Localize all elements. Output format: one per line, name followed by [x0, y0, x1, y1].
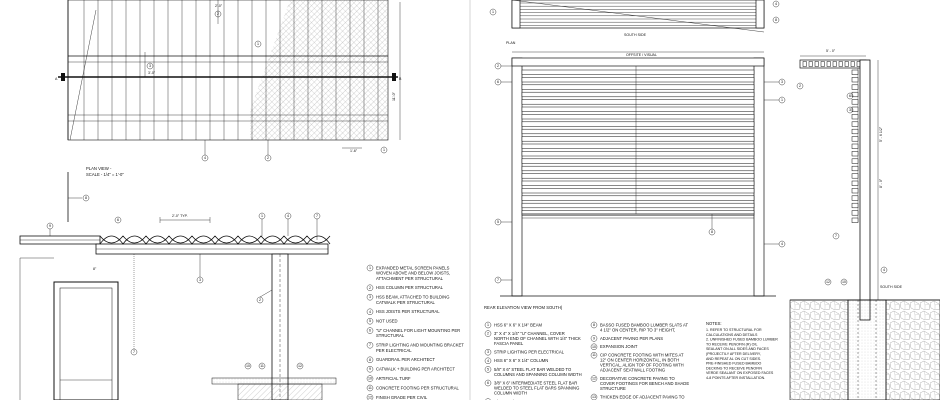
callout-rear-7: [779, 97, 785, 103]
svg-text:7: 7: [133, 350, 135, 354]
legend-text: THICKEN EDGE OF ADJACENT PAVING TO: [600, 394, 685, 400]
cip-footing: [848, 300, 886, 400]
svg-text:7: 7: [497, 278, 499, 282]
svg-text:1'-6": 1'-6": [350, 149, 358, 153]
legend-item: [591, 322, 688, 332]
right-legend-a: [485, 322, 582, 400]
svg-text:5' - 6 1/2": 5' - 6 1/2": [879, 126, 883, 142]
callout-rear-1: [495, 63, 501, 69]
legend-text: CATWALK + BUILDING PER ARCHITECT: [376, 366, 455, 372]
legend-item: [591, 394, 685, 400]
legend-number: 8: [369, 357, 371, 362]
legend-number: 2: [369, 285, 371, 290]
callout-rear-4: [495, 277, 501, 283]
notes-block: [706, 321, 778, 380]
artificial-turf: [212, 378, 336, 384]
legend-number: 2: [487, 331, 489, 336]
callout-sec-f: [257, 297, 263, 303]
top-beam: [512, 58, 764, 66]
legend-number: 8: [593, 323, 595, 327]
legend-number: 11: [368, 386, 372, 390]
legend-text: COLUMNS AND SPANNING COLUMN WIDTH: [494, 371, 582, 377]
svg-text:8: 8: [775, 18, 777, 22]
svg-text:2: 2: [259, 298, 261, 302]
legend-number: 7: [369, 343, 371, 348]
callout-plan-5: [265, 155, 271, 161]
note-line: CALCULATIONS AND DETAILS: [706, 332, 758, 337]
legend-number: 3: [487, 350, 489, 355]
callout-top-c: [773, 17, 779, 23]
svg-text:4: 4: [775, 2, 777, 6]
legend-text: ARTIFICIAL TURF: [376, 376, 411, 381]
section-view: [20, 172, 336, 400]
legend-text: STRIP LIGHTING AND MOUNTING BRACKET: [376, 342, 464, 348]
legend-text: BASSO FUSED BAMBOO LUMBER SLATS AT: [600, 322, 689, 328]
svg-text:10: 10: [842, 280, 846, 284]
svg-text:7: 7: [835, 234, 837, 238]
legend-number: 6: [487, 381, 489, 385]
svg-text:8": 8": [93, 267, 97, 271]
callout-top-a: [490, 9, 496, 15]
callout-sec-9: [47, 223, 53, 229]
legend-number: 10: [368, 376, 372, 381]
legend-item: [591, 352, 684, 372]
legend-text: 3/8" X 6" INTERMEDIATE STEEL FLAT BAR: [494, 380, 578, 386]
legend-text: 5/8" X 6" STEEL FLAT BAR WELDED TO: [494, 366, 572, 372]
legend-item: [485, 380, 579, 395]
legend-item: [591, 344, 638, 350]
svg-text:OFFSITE / VISUAL: OFFSITE / VISUAL: [626, 53, 657, 57]
legend-text: COVER FOOTINGS FOR BENCH AND SHADE: [600, 381, 690, 386]
legend-text: STRUCTURAL: [376, 333, 405, 339]
legend-number: 13: [592, 395, 596, 399]
legend-text: FINISH GRADE PER CIVIL: [376, 394, 428, 400]
svg-text:4: 4: [287, 214, 289, 218]
legend-text: HSS JOISTS PER STRUCTURAL: [376, 309, 440, 315]
svg-text:4: 4: [781, 242, 783, 246]
legend-text: HSS BEAM, ATTACHED TO BUILDING: [376, 294, 450, 300]
callout-rear-6: [779, 79, 785, 85]
legend-item: [485, 322, 542, 328]
legend-item: [367, 376, 411, 382]
legend-text: EXPANDED METAL SCREEN PANELS: [376, 265, 450, 271]
section-mark-b: [392, 73, 396, 81]
callout-sec-i: [259, 363, 265, 369]
svg-text:7: 7: [316, 214, 318, 218]
svg-text:9: 9: [49, 224, 51, 228]
legend-text: EXPANSION JOINT: [600, 344, 638, 350]
legend-text: ADJACENT PAVING PER PLANS: [600, 335, 664, 341]
legend-number: 10: [592, 344, 596, 349]
callout-rear-8: [779, 241, 785, 247]
legend-text: COLUMN WIDTH: [494, 390, 528, 396]
legend-item: [485, 366, 582, 376]
legend-item: [367, 328, 460, 339]
svg-text:2: 2: [497, 64, 499, 68]
svg-text:8' - 0": 8' - 0": [879, 178, 883, 188]
legend-number: 12: [592, 376, 596, 381]
legend-text: CONCRETE FOOTING PER STRUCTURAL: [376, 385, 459, 391]
plan-view-title: PLAN VIEW -: [86, 166, 112, 171]
legend-text: HSS COLUMN PER STRUCTURAL: [376, 285, 444, 291]
notes-title: NOTES:: [706, 321, 722, 326]
callout-side-4: [833, 233, 839, 239]
concrete-footing: [238, 384, 322, 400]
legend-text: PER ELECTRICAL: [376, 347, 412, 353]
callout-sec-a: [115, 217, 121, 223]
legend-text: NOT USED: [376, 318, 398, 324]
top-plan-view: [490, 0, 779, 45]
legend-item: [591, 335, 663, 341]
svg-text:4: 4: [883, 268, 885, 272]
legend-item: [367, 342, 464, 353]
callout-top-b: [773, 1, 779, 7]
svg-text:5' - 0": 5' - 0": [826, 49, 836, 53]
callout-side-7: [841, 279, 847, 285]
svg-text:12: 12: [826, 280, 830, 284]
legend-item: [367, 366, 455, 372]
legend-text: WOVEN ABOVE AND BELOW JOISTS,: [376, 270, 451, 276]
side-column: [860, 60, 870, 320]
svg-text:5: 5: [497, 220, 499, 224]
plan-label: PLAN: [506, 41, 516, 45]
svg-text:3: 3: [149, 64, 151, 68]
legend-item: [367, 265, 450, 281]
note-line: TO RECEIVE PENOFIN (R) OIL: [706, 342, 758, 347]
legend-item: [367, 357, 435, 363]
callout-sec-h: [245, 363, 251, 369]
legend-item: [367, 309, 440, 315]
svg-text:SOUTH SIDE: SOUTH SIDE: [880, 285, 902, 289]
callout-plan-3: [147, 63, 153, 69]
south-side-label: SOUTH SIDE: [624, 33, 646, 37]
plan-view-scale: SCALE - 1/4" = 1'-0": [86, 172, 124, 177]
callout-side-6: [825, 279, 831, 285]
callout-sec-8: [83, 195, 89, 201]
rear-elevation-title: REAR ELEVATION VIEW FROM SOUTH): [484, 305, 563, 310]
callout-side-5: [881, 267, 887, 273]
legend-text: 3" X 4" X 1/4" "U" CHANNEL, COVER: [494, 331, 565, 336]
callout-sec-b: [259, 213, 265, 219]
callout-rear-3: [495, 219, 501, 225]
paving-stone: [790, 300, 848, 400]
svg-text:2'-0" TYP.: 2'-0" TYP.: [172, 214, 188, 218]
legend-text: 12" ON CENTER HORIZONTAL, IN BOTH: [600, 357, 680, 363]
callout-rear-5: [709, 229, 715, 235]
note-line: SEALANT ON ALL SIDES AND FACES: [706, 347, 769, 352]
svg-text:8: 8: [711, 230, 713, 234]
legend-text: CIP CONCRETE FOOTING WITH MITES AT: [600, 352, 684, 358]
legend-number: 12: [368, 395, 372, 400]
legend-item: [485, 358, 548, 364]
legend-text: VERTICAL, ALIGN TOP OF FOOTING WITH: [600, 362, 684, 368]
legend-number: 9: [593, 336, 595, 341]
legend-item: [367, 285, 444, 291]
svg-text:10: 10: [246, 364, 250, 368]
callout-plan-4: [202, 155, 208, 161]
legend-text: NORTH END OF CHANNEL WITH 1/4" THICK: [494, 336, 581, 341]
svg-text:3: 3: [781, 80, 783, 84]
svg-text:2: 2: [267, 156, 269, 160]
plan-view: [55, 0, 402, 177]
legend-number: 4: [369, 309, 371, 314]
callout-plan-6: [381, 147, 387, 153]
legend-text: HSS 6" X 6" X 1/4" BEAM: [494, 322, 542, 328]
svg-text:6: 6: [117, 218, 119, 222]
svg-text:6: 6: [849, 94, 851, 98]
legend-text: FASCIA PANEL: [494, 341, 524, 346]
svg-text:2: 2: [799, 84, 801, 88]
legend-number: 5: [369, 319, 371, 324]
callout-sec-c: [285, 213, 291, 219]
legend-number: 6: [369, 328, 371, 333]
callout-sec-d: [314, 213, 320, 219]
legend-number: 1: [369, 266, 371, 270]
legend-item: [367, 318, 398, 324]
building-doorway: [54, 282, 118, 400]
svg-text:1: 1: [261, 214, 263, 218]
left-legend: [367, 265, 464, 400]
left-sheet: [20, 0, 470, 400]
legend-item: [591, 376, 689, 391]
svg-text:6: 6: [497, 80, 499, 84]
legend-number: 4: [487, 358, 489, 363]
svg-text:1: 1: [383, 148, 385, 152]
legend-number: 9: [369, 367, 371, 372]
rear-elevation-view: [484, 52, 785, 310]
callout-sec-g: [131, 349, 137, 355]
legend-item: [485, 349, 565, 355]
callout-plan-2: [255, 41, 261, 47]
legend-text: 4 1/2" ON CENTER, RIP TO 3" HEIGHT,: [600, 327, 676, 333]
legend-text: DECORATIVE CONCRETE PAVING TO: [600, 376, 675, 381]
svg-text:1: 1: [492, 10, 494, 14]
legend-text: "U" CHANNEL FOR LIGHT MOUNTING PER: [376, 328, 461, 333]
svg-text:11'-0": 11'-0": [392, 92, 396, 101]
svg-text:2'-0": 2'-0": [215, 4, 223, 8]
note-line: 1. REFER TO STRUCTURAL FOR: [706, 328, 762, 332]
legend-text: STRIP LIGHTING PER ELECTRICAL: [494, 349, 564, 355]
callout-rear-2: [495, 79, 501, 85]
svg-text:11: 11: [260, 364, 264, 368]
svg-text:B: B: [399, 77, 402, 81]
svg-text:3: 3: [199, 278, 201, 282]
svg-text:12: 12: [298, 364, 302, 368]
legend-text: ATTACHMENT PER STRUCTURAL: [376, 275, 444, 281]
note-line: PRE-FINISHED FUSED BAMBOO: [706, 361, 762, 366]
legend-number: 11: [592, 353, 596, 358]
legend-number: 1: [487, 323, 489, 327]
svg-text:2: 2: [217, 12, 219, 16]
svg-text:3: 3: [849, 108, 851, 112]
note-line: AND REPEAT AL ON CUT SIDES.: [706, 356, 762, 361]
legend-item: [367, 294, 449, 305]
note-line: DECKING TO RECEIVE PENOFIN: [706, 366, 762, 371]
svg-text:3'-0": 3'-0": [148, 71, 156, 75]
column-right: [754, 58, 764, 296]
note-line: 2. UNFINISHED FUSED BAMBOO LUMBER: [706, 337, 778, 342]
legend-text: WELDED TO STEEL FLAT BARS SPANNING: [494, 385, 580, 391]
callout-sec-e: [197, 277, 203, 283]
callout-side-1: [797, 83, 803, 89]
legend-number: 5: [487, 367, 489, 372]
svg-text:A: A: [55, 77, 58, 81]
note-line: VERDE SEALANT ON EXPOSED FACES: [706, 371, 774, 376]
legend-text: STRUCTURE: [600, 386, 626, 391]
svg-text:1: 1: [257, 42, 259, 46]
right-legend-b: [591, 322, 689, 400]
legend-item: [367, 385, 459, 391]
legend-text: GUARDRAIL PER ARCHITECT: [376, 357, 435, 363]
note-line: (PROJECTILY AFTER DELIVERY,: [706, 352, 761, 356]
callout-sec-j: [297, 363, 303, 369]
legend-text: HSS 6" X 6" X 1/4" COLUMN: [494, 358, 549, 364]
legend-item: [485, 331, 581, 346]
right-sheet: [484, 0, 940, 400]
column-left: [512, 58, 522, 296]
legend-number: 3: [369, 295, 371, 300]
legend-text: CATWALK PER STRUCTURAL: [376, 299, 435, 305]
note-line: 4-8 POINTS AFTER INSTALLATION.: [706, 376, 766, 380]
legend-text: ADJACENT SEATWALL FOOTING: [600, 367, 666, 373]
svg-text:8: 8: [85, 196, 87, 200]
legend-item: [367, 394, 428, 400]
svg-text:1: 1: [781, 98, 783, 102]
svg-text:4: 4: [204, 156, 206, 160]
section-mark-a: [61, 73, 65, 81]
side-section-view: [790, 49, 940, 400]
